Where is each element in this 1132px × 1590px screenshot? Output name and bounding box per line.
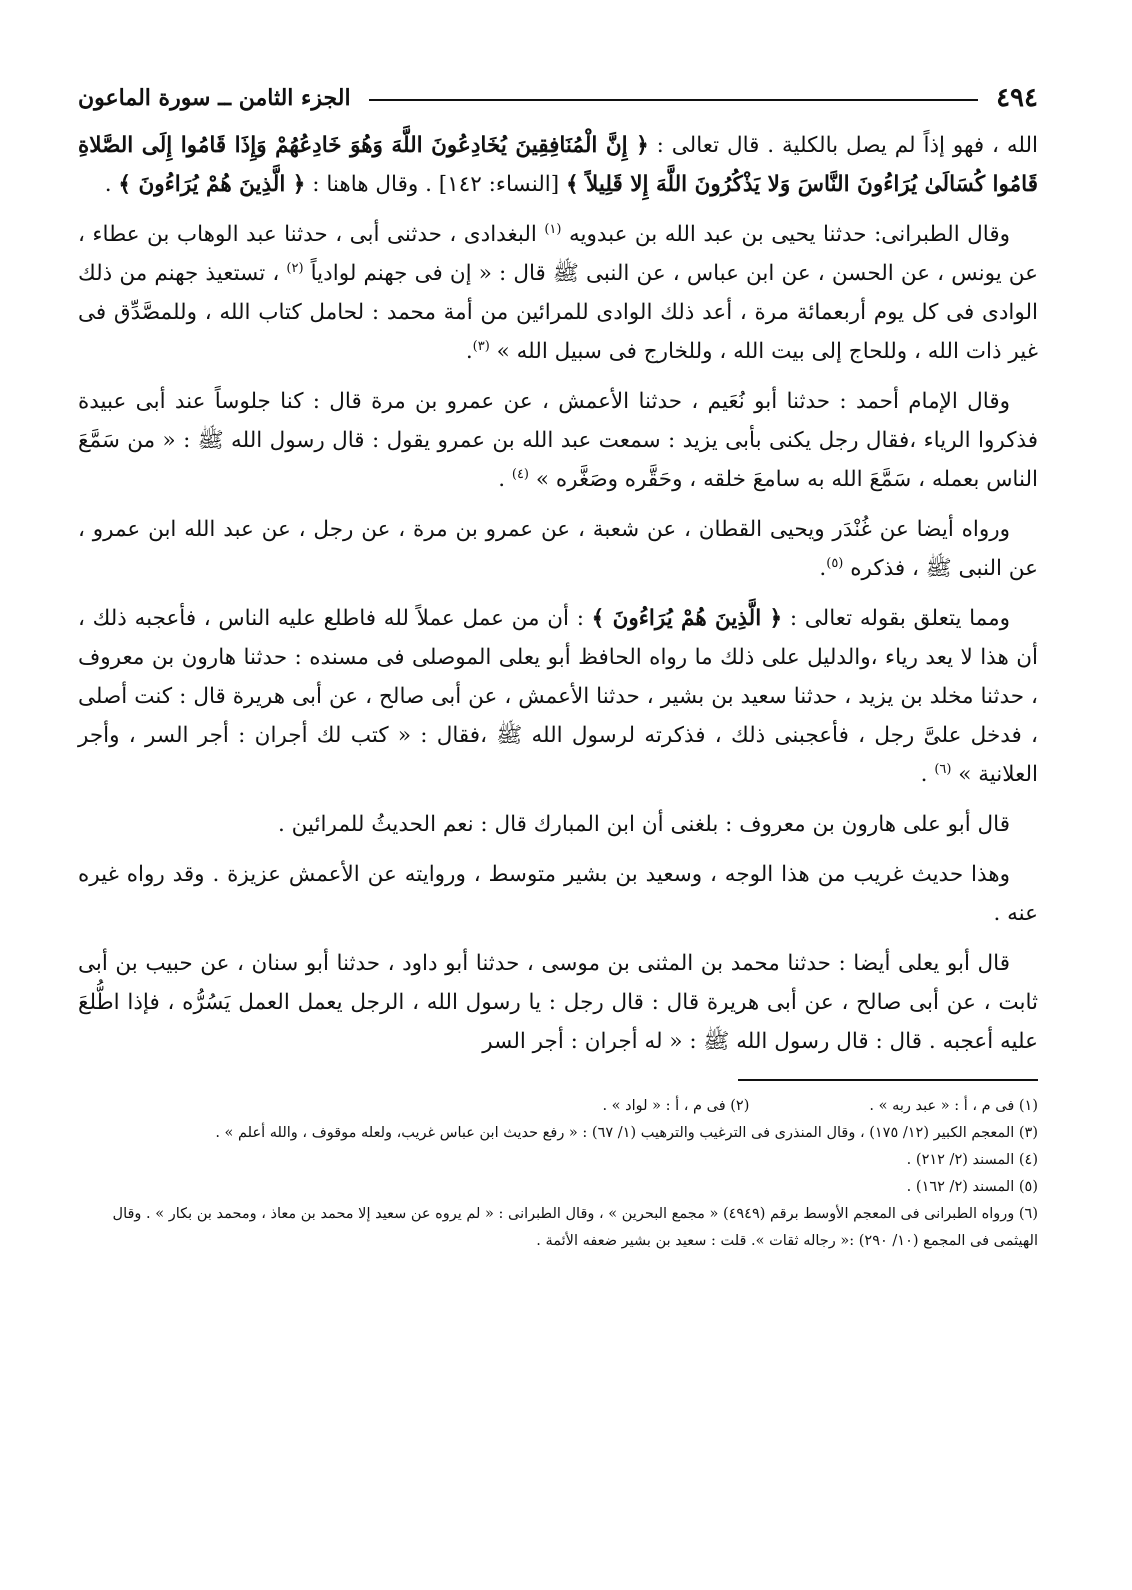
- paragraph-3: [78, 382, 1038, 499]
- quran-quote: ﴿ الَّذِينَ هُمْ يُرَاءُونَ ﴾: [591, 606, 783, 631]
- header-rule: [369, 99, 979, 101]
- paragraph-4: [78, 510, 1038, 588]
- text-segment: .: [465, 339, 473, 364]
- footnote-marker: (٤): [511, 466, 529, 482]
- text-segment: ، تستعيذ جهنم من ذلك الوادى فى كل يوم أربعمائة مرة ، أعد ذلك الوادى للمرائين من أمة محمد : لحامل كتاب الله ، وللمصَّدِّق فى غير ذات الله ، وللحاج إلى بيت الله ، وللخارج فى سبيل الله »: [78, 261, 1038, 364]
- text-segment: [النساء: ١٤٢] . وقال هاهنا :: [305, 172, 566, 197]
- paragraph-8: قال أبو يعلى أيضا : حدثنا محمد بن المثنى بن موسى ، حدثنا أبو داود ، حدثنا أبو سنان ، عن حبيب بن أبى ثابت ، عن أبى صالح ، عن أبى هريرة قال : قال رجل : يا رسول الله ، الرجل يعمل العمل يَسُرُّه ، فإذا اطُّلعَ عليه أعجبه . قال : قال رسول الله ﷺ : « له أجران : أجر السر: [78, 951, 1038, 1054]
- footnote-marker: (٢): [286, 260, 304, 276]
- text-segment: : أن من عمل عملاً لله فاطلع عليه الناس ، فأعجبه ذلك ، أن هذا لا يعد رياء ،والدليل على ذلك ما رواه الحافظ أبو يعلى الموصلى فى مسنده : حدثنا هارون بن معروف ، حدثنا مخلد بن يزيد ، حدثنا سعيد بن بشير ، حدثنا الأعمش ، عن أبى صالح ، عن أبى هريرة قال : كنت أصلى ، فدخل علىَّ رجل ، فأعجبنى ذلك ، فذكرته لرسول الله ﷺ ،فقال : « كتب لك أجران : أجر السر ، وأجر العلانية »: [78, 606, 1038, 787]
- book-page: [78, 78, 1038, 1255]
- footnote-marker: (١): [544, 221, 562, 237]
- footnote-1: (١) فى م ، أ : « عبد ربه » .: [869, 1098, 1038, 1114]
- text-segment: الله ، فهو إذاً لم يصل بالكلية . قال تعالى :: [648, 133, 1039, 158]
- paragraph-7: وهذا حديث غريب من هذا الوجه ، وسعيد بن بشير متوسط ، وروايته عن الأعمش عزيزة . وقد رواه غيره عنه .: [78, 862, 1038, 926]
- footnote-4: (٤) المسند (٢/ ٢١٢) .: [906, 1152, 1038, 1168]
- main-text: [78, 126, 1038, 1061]
- text-segment: .: [104, 172, 119, 197]
- footnotes: [78, 1093, 1038, 1255]
- footnote-3: (٣) المعجم الكبير (١٢/ ١٧٥) ، وقال المنذرى فى الترغيب والترهيب (١/ ٦٧) : « رفع حديث ابن عباس غريب، ولعله موقوف ، والله أعلم » .: [215, 1125, 1038, 1141]
- footnote-2: (٢) فى م ، أ : « لواد » .: [602, 1098, 750, 1114]
- footnote-separator: [738, 1079, 1038, 1081]
- footnote-5: (٥) المسند (٢/ ١٦٢) .: [906, 1179, 1038, 1195]
- quran-quote: ﴿ إِنَّ الْمُنَافِقِينَ يُخَادِعُونَ اللَّهَ وَهُوَ خَادِعُهُمْ وَإِذَا قَامُوا إِلَى الصَّلاةِ قَامُوا كُسَالَىٰ يُرَاءُونَ النَّاسَ وَلا يَذْكُرُونَ اللَّهَ إِلا قَلِيلاً ﴾: [78, 133, 1038, 197]
- paragraph-1: [78, 126, 1038, 204]
- paragraph-6: قال أبو على هارون بن معروف : بلغنى أن ابن المبارك قال : نعم الحديثُ للمرائين .: [278, 812, 1010, 837]
- text-segment: .: [920, 762, 935, 787]
- paragraph-2: [78, 215, 1038, 371]
- text-segment: .: [819, 556, 827, 581]
- footnote-6: (٦) ورواه الطبرانى فى المعجم الأوسط برقم (٤٩٤٩) « مجمع البحرين » ، وقال الطبرانى : « لم يروه عن سعيد إلا محمد بن معاذ ، ومحمد بن بكار » . وقال الهيثمى فى المجمع (١٠/ ٢٩٠) :« رجاله ثقات ». قلت : سعيد بن بشير ضعفه الأئمة .: [112, 1206, 1038, 1249]
- page-header: [78, 78, 1038, 118]
- footnote-marker: (٣): [472, 338, 490, 354]
- text-segment: البغدادى ، حدثنى أبى ، حدثنا عبد الوهاب بن عطاء ، عن يونس ، عن الحسن ، عن ابن عباس ، عن النبى ﷺ قال : « إن فى جهنم لوادياً: [78, 222, 1038, 286]
- footnote-marker: (٥): [826, 555, 844, 571]
- page-number: ٤٩٤: [996, 83, 1038, 113]
- text-segment: ومما يتعلق بقوله تعالى :: [782, 606, 1011, 631]
- text-segment: .: [498, 467, 512, 492]
- text-segment: وقال الطبرانى: حدثنا يحيى بن عبد الله بن عبدويه: [561, 222, 1010, 247]
- text-segment: ورواه أيضا عن غُنْدَر ويحيى القطان ، عن شعبة ، عن عمرو بن مرة ، عن رجل ، عن عبد الله ابن عمرو ، عن النبى ﷺ ، فذكره: [78, 517, 1038, 581]
- running-title: الجزء الثامن ــ سورة الماعون: [78, 85, 351, 111]
- quran-quote: ﴿ الَّذِينَ هُمْ يُرَاءُونَ ﴾: [118, 172, 306, 197]
- paragraph-5: [78, 599, 1038, 794]
- footnote-marker: (٦): [934, 761, 952, 777]
- footnote-row: [78, 1093, 1038, 1120]
- text-segment: وقال الإمام أحمد : حدثنا أبو نُعَيم ، حدثنا الأعمش ، عن عمرو بن مرة قال : كنا جلوساً عند أبى عبيدة فذكروا الرياء ،فقال رجل يكنى بأبى يزيد : سمعت عبد الله بن عمرو يقول : قال رسول الله ﷺ : « من سَمَّعَ الناس بعمله ، سَمَّعَ الله به سامعَ خلقه ، وحَقَّره وصَغَّره »: [78, 389, 1038, 492]
